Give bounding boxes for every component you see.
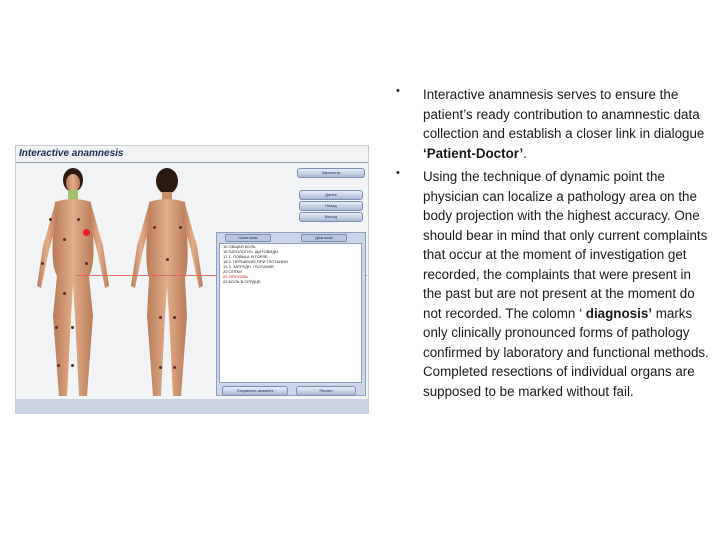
complaint-item[interactable]: 22 БОЛЬ В СЕРДЦЕ [223,279,261,284]
complaint-item[interactable]: 16 ПАТОЛОГИЧ. ЩИТОВИДН. [223,249,280,254]
body-point[interactable] [153,226,156,229]
body-point[interactable] [63,238,66,241]
screenshot-title: Interactive anamnesis [19,148,124,159]
body-point[interactable] [63,292,66,295]
complaints-panel [216,232,366,396]
tab-diagnoses[interactable]: Диагнозы [301,234,347,242]
body-point[interactable] [166,258,169,261]
complaint-item[interactable]: 10 ОБЩАЯ БОЛЬ [223,244,256,249]
body-point[interactable] [71,364,74,367]
body-point[interactable] [173,316,176,319]
body-point[interactable] [173,366,176,369]
status-bar [16,399,368,413]
body-point[interactable] [41,262,44,265]
complaint-item[interactable]: 21 ОПУХОЛЬ [223,274,248,279]
bullet-item [396,85,711,163]
body-point[interactable] [85,262,88,265]
complaint-item[interactable]: 17 1. ПОВЫШ. В ГОРЛЕ [223,254,268,259]
title-divider [16,162,368,163]
bullet-dot: • [396,167,400,179]
complaint-item[interactable]: 18 2. ПЕРШЕНИЕ ПРИ ГЛОТАНИИ [223,259,288,264]
body-point[interactable] [159,366,162,369]
body-point[interactable] [57,364,60,367]
bullet-text-2: Using the technique of dynamic point the physician can localize a pathology area on the body projection with the highest accuracy. One should bear in mind that only current complaints that occur at the moment of investigation get recorded, the complaints that were present in the past but are not present at the moment do not recorded. The colomn ‘ diagnosis’ marks only clinically pronounced forms of pathology confirmed by laboratory and functional methods. Completed resections of individual organs are supposed to be marked without fail. [423,169,709,399]
bullet-text-1: Interactive anamnesis serves to ensure the patient’s ready contribution to anamnestic data collection and establish a closer link in dialogue ‘Patient-Doctor’. [423,87,705,161]
body-back-figure[interactable] [119,166,215,402]
back-button[interactable]: Назад [299,201,363,211]
body-projection-area[interactable] [19,166,215,410]
exit-button[interactable]: Выход [299,212,363,222]
bullet-list [396,85,711,405]
print-button[interactable]: Печать [296,386,356,396]
bullet-item [396,167,711,401]
tab-symptoms[interactable]: Симптомы [225,234,271,242]
save-anamnesis-button[interactable]: Сохранить анамнез [222,386,288,396]
complaint-item[interactable]: 19 3. ЗАТРУДН. ГЛОТАНИЕ [223,264,275,269]
complaints-list[interactable] [219,243,362,383]
bullet-dot: • [396,85,400,97]
complaint-item[interactable]: 20 ОТЁКИ [223,269,242,274]
selected-pain-point[interactable] [83,229,90,236]
body-point[interactable] [71,326,74,329]
body-point[interactable] [55,326,58,329]
body-point[interactable] [159,316,162,319]
body-point[interactable] [77,218,80,221]
body-point[interactable] [179,226,182,229]
register-button[interactable]: Зарегистр [297,168,365,178]
body-point[interactable] [49,218,52,221]
anamnesis-screenshot [15,145,369,414]
next-button[interactable]: Далее [299,190,363,200]
